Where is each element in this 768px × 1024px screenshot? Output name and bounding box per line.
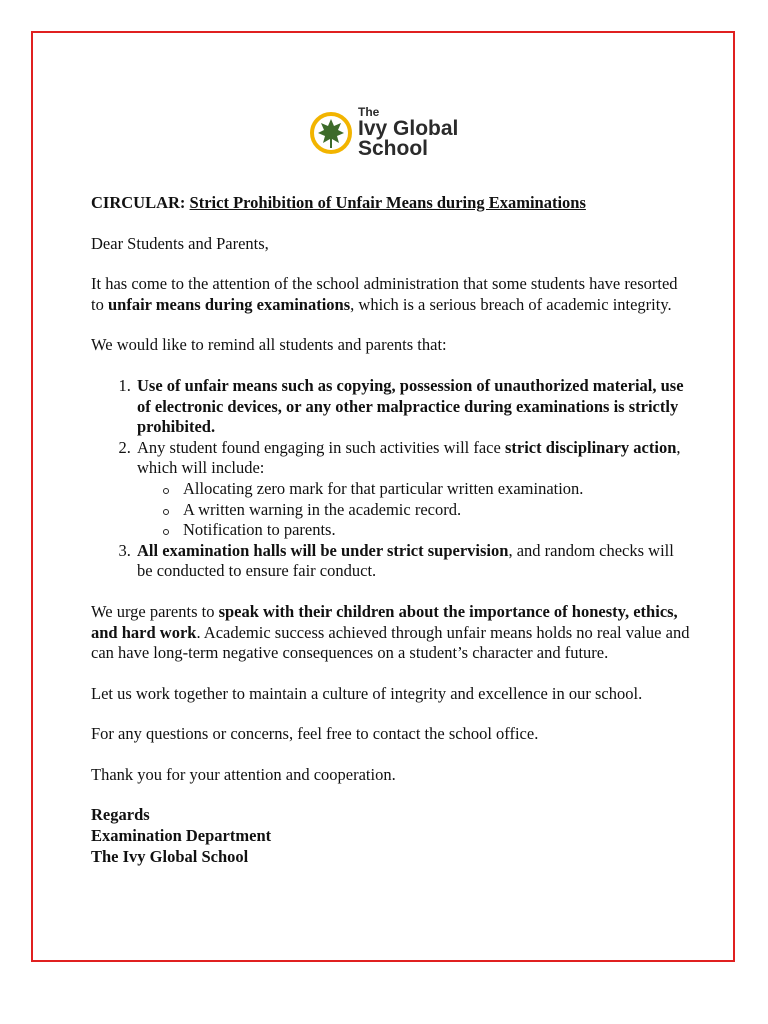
school-logo	[308, 104, 468, 164]
rule-2-emphasis: strict disciplinary action	[504, 437, 677, 457]
action-item: Allocating zero mark for that particular written examination.	[183, 479, 691, 500]
signoff	[91, 805, 691, 867]
rule-1-text: Use of unfair means such as copying, possession of unauthorized material, use of electronic devices, or any other malpractice during examinations is strictly prohibited.	[137, 375, 684, 437]
rule-2-text: Any student found engaging in such activities will face	[137, 437, 505, 457]
logo-ivy-global: Ivy Global	[358, 117, 459, 140]
logo-school: School	[358, 137, 429, 160]
rules-list	[91, 376, 691, 582]
rule-3-emphasis: All examination halls will be under strict supervision	[137, 540, 509, 560]
intro-text: It has come to the attention of the school administration that some students have resorted to	[91, 274, 678, 314]
questions-paragraph: For any questions or concerns, feel free to contact the school office.	[91, 724, 539, 744]
circular-subject: Strict Prohibition of Unfair Means during Examinations	[189, 193, 586, 212]
together-paragraph: Let us work together to maintain a culture of integrity and excellence in our school.	[91, 683, 643, 703]
ivy-leaf-icon	[308, 110, 354, 156]
rule-3	[135, 541, 691, 582]
signoff-school: The Ivy Global School	[91, 846, 249, 866]
urge-emphasis: speak with their children about the importance of honesty, ethics, and hard work	[91, 601, 678, 642]
intro-paragraph	[91, 274, 691, 315]
urge-text-end: . Academic success achieved through unfair means holds no real value and can have long-term negative consequences on a student’s character and future.	[91, 622, 690, 663]
intro-text-end: , which is a serious breach of academic integrity.	[350, 294, 672, 314]
thanks-paragraph: Thank you for your attention and cooperation.	[91, 764, 396, 784]
action-item: Notification to parents.	[183, 520, 691, 541]
disciplinary-actions-list	[137, 479, 691, 541]
action-item: A written warning in the academic record.	[183, 500, 691, 521]
circular-label: CIRCULAR:	[91, 193, 186, 212]
rule-2-text-end: , which will include:	[137, 437, 681, 478]
rule-2	[135, 438, 691, 541]
salutation: Dear Students and Parents,	[91, 233, 269, 253]
logo-the: The	[358, 105, 380, 119]
circular-title	[91, 193, 691, 214]
signoff-department: Examination Department	[91, 826, 272, 846]
intro-emphasis: unfair means during examinations	[107, 294, 351, 314]
urge-text: We urge parents to	[91, 601, 219, 621]
signoff-regards: Regards	[91, 805, 150, 825]
remind-paragraph: We would like to remind all students and parents that:	[91, 335, 447, 355]
rule-1	[135, 376, 691, 438]
circular-body	[91, 193, 691, 867]
urge-paragraph	[91, 602, 691, 664]
rule-3-text: , and random checks will be conducted to ensure fair conduct.	[137, 540, 674, 581]
